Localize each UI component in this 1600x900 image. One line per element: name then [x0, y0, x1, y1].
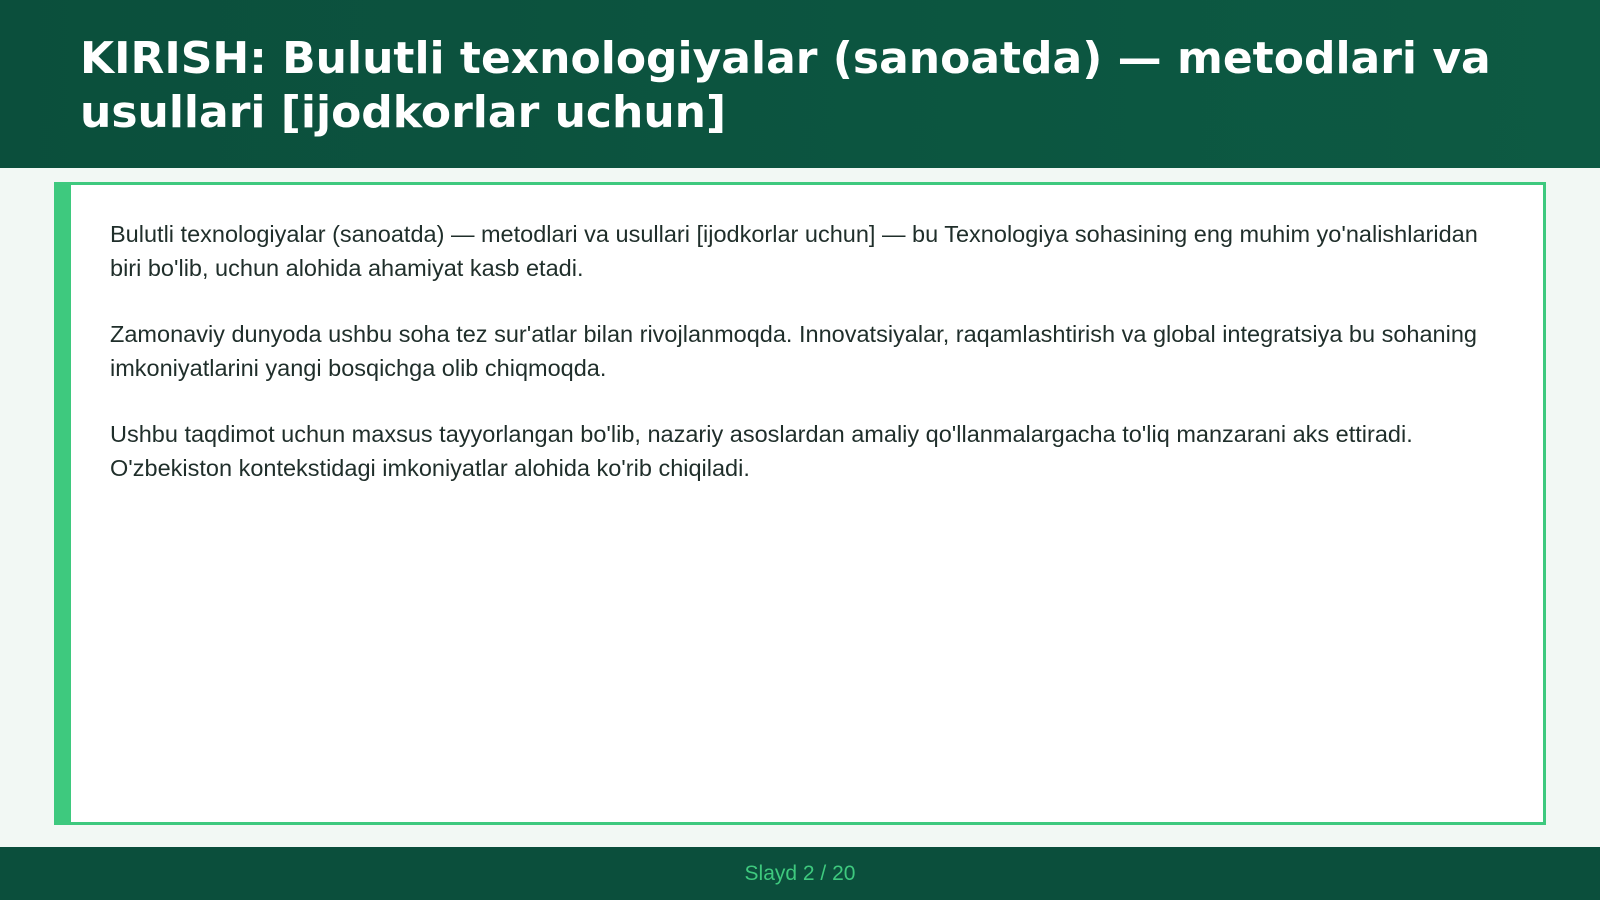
paragraph-modern-world: Zamonaviy dunyoda ushbu soha tez sur'atlar bilan rivojlanmoqda. Innovatsiyalar, raqamlashtirish va global integratsiya bu sohaning imkoniyatlarini yangi bosqichga olib chiqmoqda.	[110, 321, 1477, 381]
paragraph-presentation-purpose: Ushbu taqdimot uchun maxsus tayyorlangan bo'lib, nazariy asoslardan amaliy qo'llanmalargacha to'liq manzarani aks ettiradi. O'zbekiston kontekstidagi imkoniyatlar alohida ko'rib chiqiladi.	[110, 421, 1413, 481]
paragraph-intro: Bulutli texnologiyalar (sanoatda) — metodlari va usullari [ijodkorlar uchun] — bu Texnologiya sohasining eng muhim yo'nalishlaridan biri bo'lib, uchun alohida ahamiyat kasb etadi.	[110, 221, 1478, 281]
slide-footer	[0, 847, 1600, 900]
slide-counter: Slayd 2 / 20	[744, 861, 856, 885]
slide-header	[0, 0, 1600, 168]
content-card	[54, 182, 1546, 825]
slide-title: KIRISH: Bulutli texnologiyalar (sanoatda) — metodlari va usullari [ijodkorlar uchun]	[80, 33, 1491, 138]
